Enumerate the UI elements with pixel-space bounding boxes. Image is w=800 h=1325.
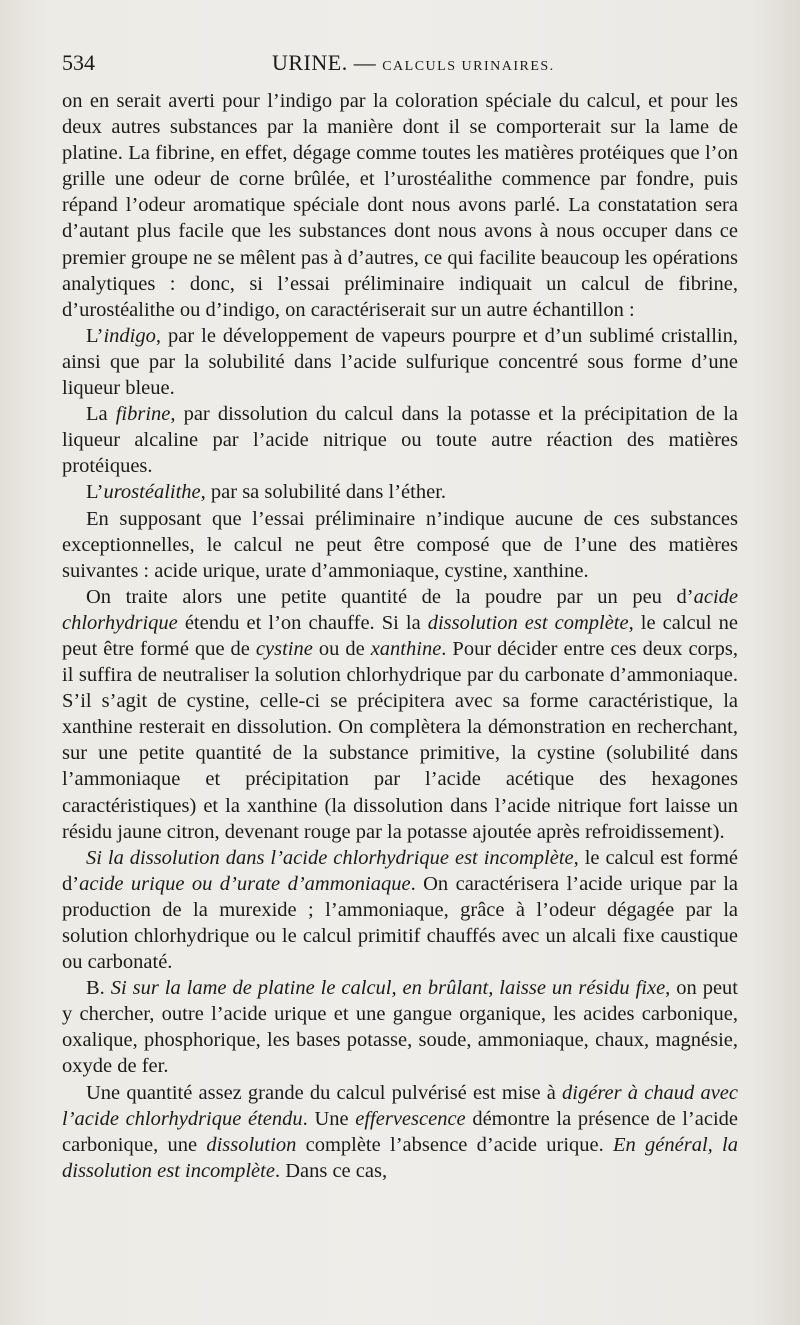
italic-text: dissolution est complète — [427, 611, 629, 634]
text-run: L’ — [86, 324, 104, 347]
italic-text: En général, la dissolution est incomplète — [62, 1133, 738, 1182]
paragraph — [62, 584, 738, 845]
italic-text: xanthine — [370, 637, 442, 660]
running-header — [62, 50, 738, 82]
running-title-main: URINE. — [272, 50, 348, 75]
italic-text: acide urique ou d’urate d’ammoniaque — [79, 872, 411, 895]
running-title-sub: CALCULS URINAIRES. — [382, 59, 555, 74]
running-title — [272, 50, 555, 76]
paragraph — [62, 975, 738, 1079]
text-run: , on peut y chercher, outre l’acide urique et une gangue organique, les acides carbonique, oxalique, phosphorique, les bases potasse, soude, ammoniaque, chaux, magnésie, oxyde de fer. — [62, 977, 738, 1078]
running-title-separator: — — [347, 50, 383, 75]
text-run: , par sa solubilité dans l’éther. — [200, 481, 447, 504]
paragraph — [62, 506, 738, 584]
italic-text: cystine — [255, 637, 313, 660]
text-run: Une quantité assez grande du calcul pulvérisé est mise à — [86, 1081, 563, 1104]
italic-text: indigo — [103, 324, 156, 347]
paragraph — [62, 1080, 738, 1184]
paragraph — [62, 88, 738, 323]
text-run: étendu et l’on chauffe. Si la — [177, 611, 428, 634]
italic-text: effervescence — [355, 1107, 466, 1130]
text-run: complète l’absence d’acide urique. — [296, 1133, 613, 1156]
paragraph — [62, 479, 738, 505]
italic-text: fibrine — [115, 403, 171, 426]
text-run: . On caractérisera l’acide urique par la production de la murexide ; l’ammoniaque, grâce à l’odeur dégagée par la solution chlorhydrique ou le calcul primitif chauffés avec un alcali fixe caustique ou carbonaté. — [62, 872, 738, 974]
paragraph — [62, 401, 738, 479]
text-run: , par dissolution du calcul dans la potasse et la précipitation de la liqueur alcaline par l’acide nitrique ou toute autre réaction des matières protéiques. — [62, 403, 739, 478]
italic-text: dissolution — [206, 1133, 297, 1156]
body-text — [62, 88, 738, 1184]
paragraph — [62, 323, 738, 401]
text-run: On traite alors une petite quantité de la poudre par un peu d’ — [86, 585, 694, 608]
italic-text: acide chlorhydrique — [62, 585, 738, 634]
italic-text: Si la dissolution dans l’acide chlorhydrique est incomplète — [86, 846, 574, 869]
italic-text: digérer à chaud avec l’acide chlorhydrique étendu — [62, 1081, 739, 1130]
text-run: . Dans ce cas, — [274, 1159, 388, 1182]
italic-text: Si sur la lame de platine le calcul, en brûlant, laisse un résidu fixe — [110, 977, 666, 1000]
text-run: L’ — [86, 481, 104, 504]
text-run: ou de — [312, 637, 371, 660]
text-run: on en serait averti pour l’indigo par la coloration spéciale du calcul, et pour les deux autres substances par la manière dont il se comporterait sur la lame de platine. La fibrine, en effet, dégage comme toutes les matières protéiques que l’on grille une odeur de corne brûlée, et l’urostéalithe commence par fondre, puis répand l’odeur aromatique spéciale dont nous avons parlé. La constatation sera d’autant plus facile que les substances dont nous avons à nous occuper dans ce premier groupe ne se mêlent pas à d’autres, ce qui facilite beaucoup les opérations analytiques : donc, si l’essai préliminaire indiquait un calcul de fibrine, d’urostéalithe ou d’indigo, on caractériserait sur un autre échantillon : — [62, 90, 738, 321]
text-run: B. — [86, 977, 111, 1000]
text-run: , le calcul ne peut être formé que de — [62, 611, 738, 660]
page-number: 534 — [62, 50, 95, 75]
text-run: , le calcul est formé d’ — [62, 846, 739, 895]
text-run: La — [86, 403, 116, 426]
italic-text: urostéalithe — [103, 481, 201, 504]
paragraph — [62, 845, 738, 975]
text-run: . Une — [302, 1107, 356, 1130]
text-run: démontre la présence de l’acide carbonique, une — [62, 1107, 738, 1156]
text-run: , par le développement de vapeurs pourpre et d’un sublimé cristallin, ainsi que par la solubilité dans l’acide sulfurique concentré sous forme d’une liqueur bleue. — [62, 324, 738, 400]
text-run: . Pour décider entre ces deux corps, il suffira de neutraliser la solution chlorhydrique par du carbonate d’ammoniaque. S’il s’agit de cystine, celle-ci se précipitera avec sa forme caractéristique, la xanthine resterait en dissolution. On complètera la démonstration en recherchant, sur une petite quantité de la substance primitive, la cystine (solubilité dans l’ammoniaque et précipitation par l’acide acétique des hexagones caractéristiques) et la xanthine (la dissolution dans l’acide nitrique fort laisse un résidu jaune citron, devenant rouge par la potasse ajoutée après refroidissement). — [62, 637, 738, 843]
text-run: En supposant que l’essai préliminaire n’indique aucune de ces substances exceptionnelles, le calcul ne peut être composé que de l’une des matières suivantes : acide urique, urate d’ammoniaque, cystine, xanthine. — [62, 507, 738, 582]
